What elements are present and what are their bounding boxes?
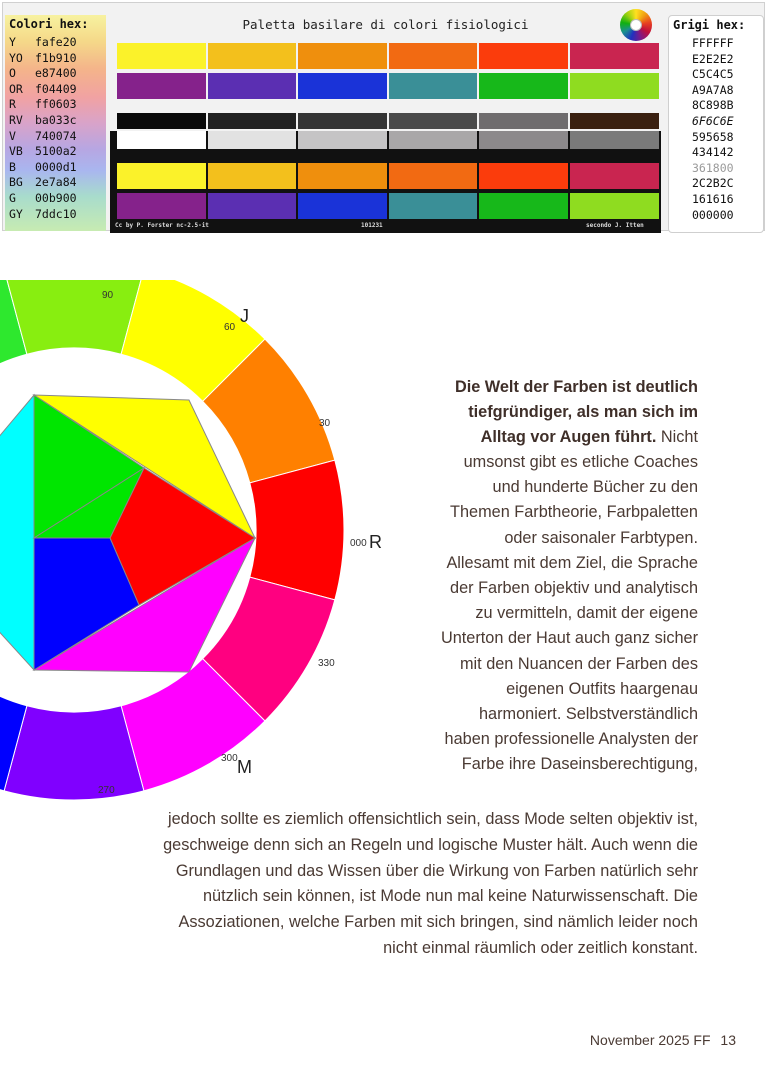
article-line: Unterton der Haut auch ganz sicher [440, 629, 698, 648]
color-swatch [570, 73, 659, 99]
color-swatch [570, 43, 659, 69]
hex-legend-code: GY [9, 206, 23, 221]
label-300: 300 [221, 753, 238, 764]
label-M: M [237, 757, 252, 777]
hex-legend-value: 2e7a84 [35, 175, 77, 190]
itten-color-wheel [0, 280, 400, 800]
hex-legend-row [9, 66, 77, 80]
hex-legend-value: ba033c [35, 113, 77, 127]
color-swatch [389, 113, 478, 129]
article-line: zu vermitteln, damit der eigene [475, 604, 698, 623]
hex-legend-value: 740074 [35, 128, 77, 143]
wheel-segment-violet [4, 706, 144, 800]
lead-line-3-tail: Nicht [656, 428, 698, 446]
hex-legend-value: 5100a2 [35, 144, 77, 159]
article-line: umsonst gibt es etliche Coaches [463, 453, 698, 471]
color-swatch [298, 163, 387, 189]
hex-legend-value: 7ddc10 [35, 206, 77, 221]
color-palette-figure [2, 2, 765, 231]
color-swatch [298, 131, 387, 149]
gray-legend-value: 8C898B [692, 98, 734, 113]
color-swatch [208, 163, 297, 189]
label-J: J [240, 306, 249, 326]
color-swatch [208, 43, 297, 69]
color-swatch [117, 113, 206, 129]
page-number: 13 [720, 1032, 736, 1048]
color-swatch [208, 193, 297, 219]
hex-legend-row [9, 97, 77, 111]
hex-legend-code: RV [9, 113, 23, 127]
article-line: haben professionelle Analysten der [444, 730, 698, 749]
article-line: mit den Nuancen der Farben des [459, 654, 698, 673]
color-swatch [117, 131, 206, 149]
palette-title: Paletta basilare di colori fisiologici [242, 17, 529, 32]
hex-legend-code: BG [9, 175, 23, 190]
hex-legend-value: 00b900 [35, 191, 77, 205]
color-swatch [479, 131, 568, 149]
color-swatch [298, 113, 387, 129]
lead-line-2: tiefgründiger, als man sich im [468, 403, 698, 421]
article-line: harmoniert. Selbstverständlich [479, 705, 698, 723]
article-wide-line: nicht einmal räumlich oder zeitlich konstant. [383, 939, 698, 957]
hex-legend-row [9, 51, 77, 65]
swatch-grid [117, 43, 661, 233]
label-330: 330 [318, 658, 335, 669]
hex-legend-row [9, 82, 77, 96]
hex-legend-value: 0000d1 [35, 159, 77, 174]
wheel-segment-red [250, 460, 344, 600]
hex-legend-value: f1b910 [35, 50, 77, 65]
color-swatch [479, 43, 568, 69]
color-swatch [208, 131, 297, 149]
wheel-segment-yellowgreen [4, 280, 144, 354]
article-wide-line: nützlich sein können, ist Mode nun mal keine Naturwissenschaft. Die [202, 887, 698, 906]
article-line: Allesamt mit dem Ziel, die Sprache [446, 553, 698, 572]
color-swatch [389, 43, 478, 69]
gray-legend-value: 000000 [692, 207, 734, 222]
label-30: 30 [319, 418, 331, 429]
label-000: 000 [350, 538, 367, 549]
color-swatch [479, 163, 568, 189]
color-swatch [389, 193, 478, 219]
article-line: und hunderte Bücher zu den [492, 478, 698, 497]
hex-legend-row [9, 175, 77, 189]
credit-mid: 101231 [361, 222, 383, 229]
article-line: Farbe ihre Daseinsberechtigung, [461, 755, 698, 774]
hex-legend-code: VB [9, 144, 23, 159]
inner-cyan-triangle [0, 395, 34, 670]
lead-line-1: Die Welt der Farben ist deutlich [454, 378, 698, 396]
color-swatch [570, 113, 659, 129]
article-wide-line: Assoziationen, welche Farben mit sich bringen, sind nämlich leider noch [178, 913, 698, 932]
gray-legend-title: Grigi hex: [673, 18, 746, 32]
article-line: oder saisonaler Farbtypen. [504, 528, 698, 547]
hex-legend-code: Y [9, 35, 16, 49]
hex-legend-code: YO [9, 50, 23, 65]
hex-legend-code: O [9, 66, 16, 81]
article-line: Themen Farbtheorie, Farbpaletten [450, 503, 698, 522]
gray-legend-value: 2C2B2C [692, 176, 734, 191]
gray-legend-value: 434142 [692, 145, 734, 160]
color-swatch [298, 193, 387, 219]
hex-legend [5, 15, 106, 231]
color-swatch [117, 43, 206, 69]
hex-legend-value: f04409 [35, 81, 77, 96]
lead-line-3-bold: Alltag vor Augen führt. [480, 428, 657, 446]
gray-legend-value: 6F6C6E [692, 114, 734, 128]
label-R: R [369, 532, 382, 552]
color-swatch [208, 73, 297, 99]
color-swatch [479, 73, 568, 99]
label-90: 90 [102, 290, 114, 301]
page-footer [590, 1032, 736, 1048]
hex-legend-code: B [9, 159, 16, 174]
color-swatch [117, 73, 206, 99]
label-60: 60 [224, 322, 236, 333]
label-270: 270 [98, 785, 115, 796]
gray-legend-value: 361800 [692, 160, 734, 175]
gray-legend-value: A9A7A8 [692, 82, 734, 97]
article-wide-line: Grundlagen und das Wissen über die Wirkung von Farben natürlich sehr [175, 861, 698, 880]
article-wide-line: jedoch sollte es ziemlich offensichtlich sein, dass Mode selten objektiv ist, [167, 810, 698, 828]
color-swatch [298, 43, 387, 69]
footer-issue: November 2025 FF [589, 1032, 711, 1048]
color-swatch [570, 193, 659, 219]
hex-legend-code: G [9, 191, 16, 205]
hex-legend-row [9, 144, 77, 158]
color-swatch [298, 73, 387, 99]
color-swatch [570, 163, 659, 189]
hex-legend-code: V [9, 128, 16, 143]
color-swatch [479, 193, 568, 219]
color-swatch [389, 73, 478, 99]
credit-left: Cc by P. Forster nc-2.5-it [115, 222, 209, 229]
credit-right: secondo J. Itten [586, 222, 644, 229]
color-swatch [117, 163, 206, 189]
gray-legend-value: C5C4C5 [692, 67, 734, 82]
hex-legend-code: OR [9, 81, 23, 96]
hex-legend-row [9, 129, 77, 143]
hex-legend-value: ff0603 [35, 97, 77, 112]
hex-legend-row [9, 160, 77, 174]
gray-legend-value: 161616 [692, 192, 734, 206]
color-wheel-icon [620, 9, 652, 41]
hex-legend-code: R [9, 97, 16, 112]
gray-legend-value: FFFFFF [692, 36, 734, 50]
article-line: der Farben objektiv und analytisch [450, 579, 698, 597]
hex-legend-value: e87400 [35, 66, 77, 81]
gray-legend-value: E2E2E2 [692, 51, 734, 66]
color-swatch [389, 163, 478, 189]
lead-line-3 [481, 425, 698, 449]
hex-legend-row [9, 35, 77, 49]
hex-legend-row [9, 207, 77, 221]
gray-legend-value: 595658 [692, 129, 734, 144]
hex-legend-row [9, 191, 77, 205]
article-line: eigenen Outfits haargenau [506, 679, 698, 698]
color-swatch [570, 131, 659, 149]
gray-legend [668, 15, 764, 233]
hex-legend-value: fafe20 [35, 35, 77, 49]
color-swatch [479, 113, 568, 129]
color-swatch [208, 113, 297, 129]
color-swatch [389, 131, 478, 149]
color-swatch [117, 193, 206, 219]
hex-legend-title: Colori hex: [9, 17, 89, 31]
article-wide-line: geschweige denn sich an Regeln und logische Muster hält. Auch wenn die [163, 835, 698, 854]
hex-legend-row [9, 113, 77, 127]
